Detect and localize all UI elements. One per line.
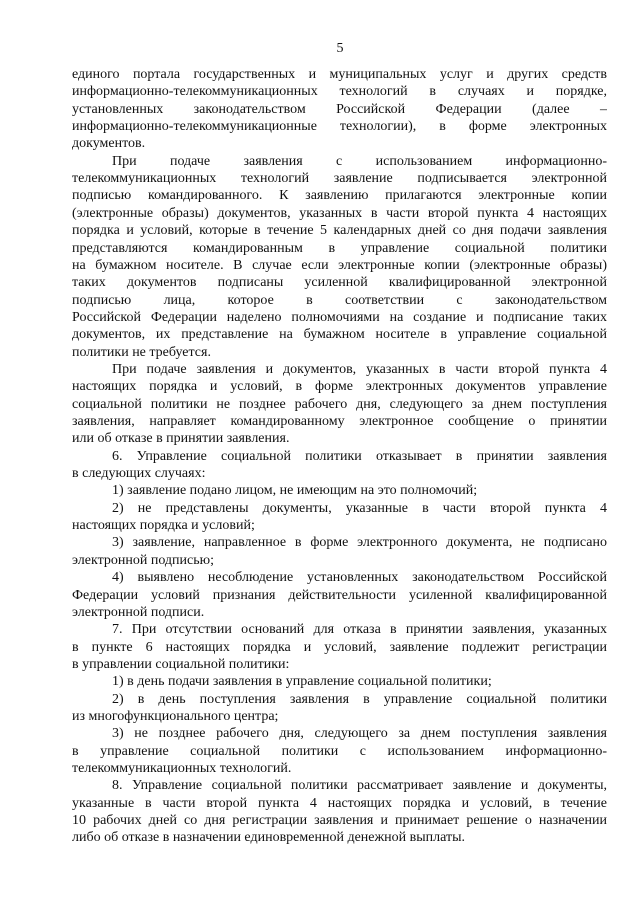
text-line: 2) не представлены документы, указанные в части второй пункта 4 (112, 500, 607, 516)
text-line: 3) заявление, направленное в форме электронного документа, не подписано (112, 535, 607, 551)
text-line: в управление социальной политики с использованием информационно- (72, 743, 607, 759)
text-line: на бумажном носителе. В случае если электронные копии (электронные образы) (72, 257, 607, 273)
text-line: либо об отказе в назначении единовременной денежной выплаты. (72, 830, 466, 846)
text-line: (электронные образы) документов, указанных в части второй пункта 4 настоящих (72, 205, 607, 221)
text-line: установленных законодательством Российской Федерации (далее – (72, 101, 607, 117)
text-line: таких документов подписаны усиленной квалифицированной электронной (72, 275, 607, 291)
text-line: 3) не позднее рабочего дня, следующего за днем поступления заявления (112, 726, 607, 742)
text-line: 10 рабочих дней со дня регистрации заявления и принимает решение о назначении (72, 813, 607, 829)
text-line: или об отказе в принятии заявления. (72, 431, 290, 447)
text-line: Федерации условий признания действительности усиленной квалифицированной (72, 587, 607, 603)
text-line: настоящих порядка и условий; (72, 518, 255, 534)
text-line: документов, их представление на бумажном носителе в управление социальной (72, 327, 607, 343)
text-line: 1) в день подачи заявления в управление социальной политики; (112, 674, 492, 690)
text-line: единого портала государственных и муниципальных услуг и других средств (72, 67, 607, 82)
text-line: информационно-телекоммуникационные технологии), в форме электронных (72, 119, 607, 135)
text-line: При подаче заявления с использованием информационно- (112, 153, 607, 169)
text-line: настоящих порядка и условий, в форме электронных документов управление (72, 379, 607, 395)
text-line: телекоммуникационных технологий заявление подписывается электронной (72, 171, 607, 187)
text-line: порядка и условий, которые в течение 5 календарных дней со дня подачи заявления (72, 223, 607, 239)
text-line: 7. При отсутствии оснований для отказа в принятии заявления, указанных (112, 622, 607, 638)
text-line: Российской Федерации наделено полномочиями на создание и подписание таких (72, 309, 607, 325)
body-text (72, 0, 607, 905)
text-line: документов. (72, 136, 146, 152)
text-line: из многофункционального центра; (72, 708, 279, 724)
text-line: заявления, направляет командированному электронное сообщение о принятии (72, 414, 607, 429)
text-line: представляются командированным в управление социальной политики (72, 240, 607, 256)
text-line: в пункте 6 настоящих порядка и условий, заявление подлежит регистрации (72, 639, 607, 655)
text-line: При подаче заявления и документов, указанных в части второй пункта 4 (112, 361, 607, 377)
text-line: указанные в части второй пункта 4 настоящих порядка и условий, в течение (72, 795, 607, 811)
text-line: 1) заявление подано лицом, не имеющим на это полномочий; (112, 483, 478, 499)
text-line: 6. Управление социальной политики отказывает в принятии заявления (112, 448, 607, 464)
text-line: информационно-телекоммуникационных технологий в случаях и порядке, (72, 84, 607, 100)
page-number: 5 (336, 41, 344, 56)
text-line: телекоммуникационных технологий. (72, 761, 292, 776)
text-line: электронной подписью; (72, 552, 214, 568)
text-line: 2) в день поступления заявления в управление социальной политики (112, 691, 607, 707)
text-line: социальной политики не позднее рабочего дня, следующего за днем поступления (72, 396, 607, 412)
text-line: подписью лица, которое в соответствии с законодательством (72, 292, 607, 308)
text-line: политики не требуется. (72, 344, 211, 360)
text-line: в управлении социальной политики: (72, 656, 290, 672)
text-line: электронной подписи. (72, 604, 205, 620)
text-line: в следующих случаях: (72, 466, 206, 482)
text-line: 8. Управление социальной политики рассматривает заявление и документы, (112, 778, 607, 794)
text-line: 4) выявлено несоблюдение установленных законодательством Российской (112, 570, 607, 586)
text-line: подписью командированного. К заявлению прилагаются электронные копии (72, 188, 607, 204)
